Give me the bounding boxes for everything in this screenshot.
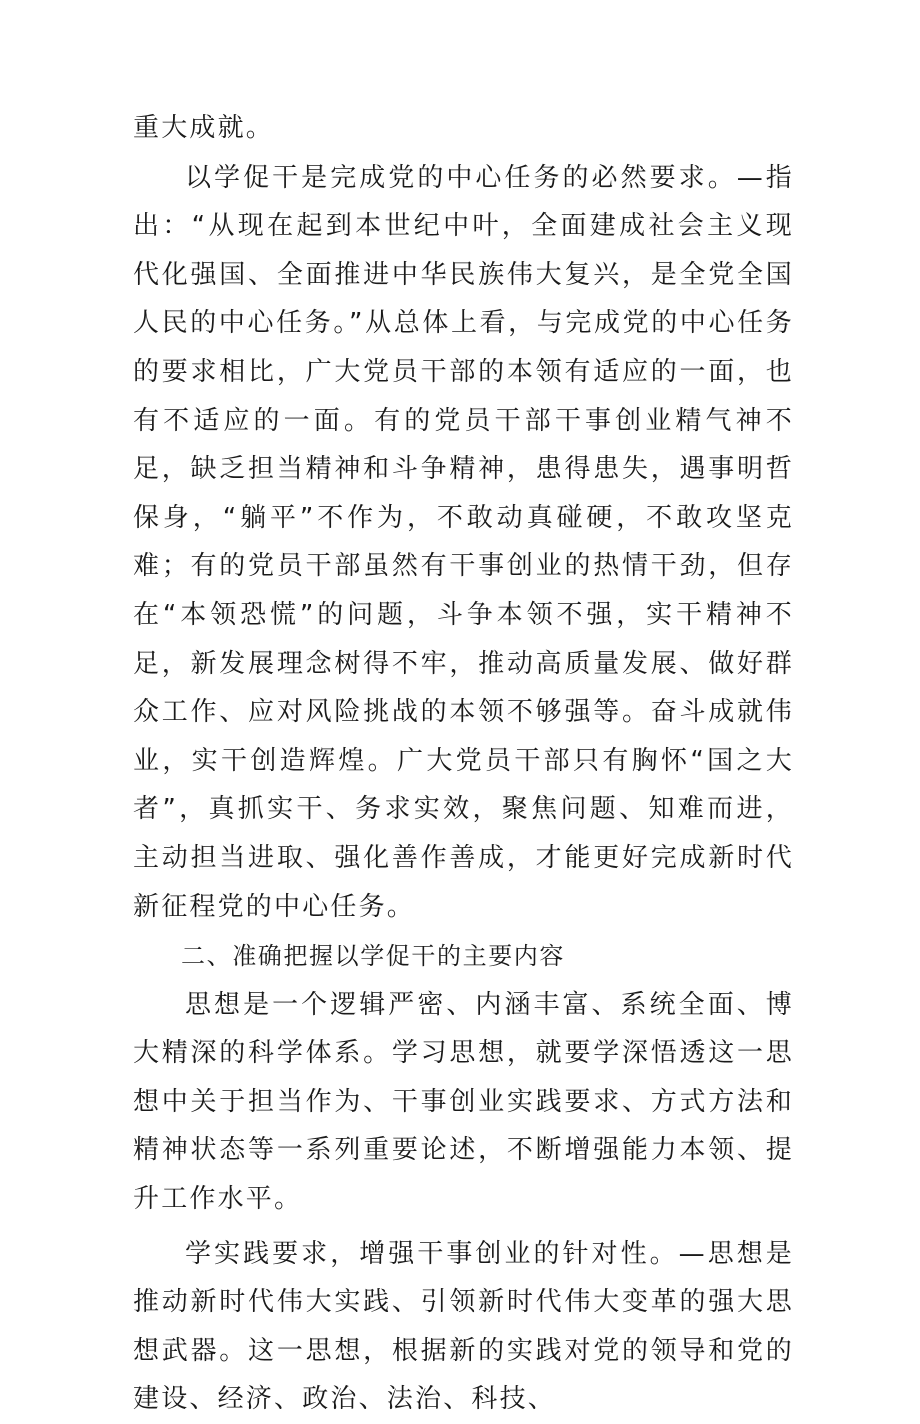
paragraph-practice-requirements: 学实践要求，增强干事创业的针对性。—思想是推动新时代伟大实践、引领新时代伟大变革的强大思想武器。这一思想，根据新的实践对党的领导和党的建设、经济、政治、法治、科技、 xyxy=(133,1238,794,1415)
paragraph-continuation: 重大成就。 xyxy=(133,113,275,143)
paragraph-thought-system: 思想是一个逻辑严密、内涵丰富、系统全面、博大精深的科学体系。学习思想，就要学深悟透这一思想中关于担当作为、干事创业实践要求、方式方法和精神状态等一系列重要论述，不断增强能力本领、提升工作水平。 xyxy=(133,989,794,1215)
paragraph-central-task: 以学促干是完成党的中心任务的必然要求。—指出：“从现在起到本世纪中叶，全面建成社会主义现代化强国、全面推进中华民族伟大复兴，是全党全国人民的中心任务。”从总体上看，与完成党的中心任务的要求相比，广大党员干部的本领有适应的一面，也有不适应的一面。有的党员干部干事创业精气神不足，缺乏担当精神和斗争精神，患得患失，遇事明哲保身，“躺平”不作为，不敢动真碰硬，不敢攻坚克难；有的党员干部虽然有干事创业的热情干劲，但存在“本领恐慌”的问题，斗争本领不强，实干精神不足，新发展理念树得不牢，推动高质量发展、做好群众工作、应对风险挑战的本领不够强等。奋斗成就伟业，实干创造辉煌。广大党员干部只有胸怀“国之大者”，真抓实干、务求实效，聚焦问题、知难而进，主动担当进取、强化善作善成，才能更好完成新时代新征程党的中心任务。 xyxy=(133,162,794,922)
section-heading: 二、准确把握以学促干的主要内容 xyxy=(181,942,565,971)
